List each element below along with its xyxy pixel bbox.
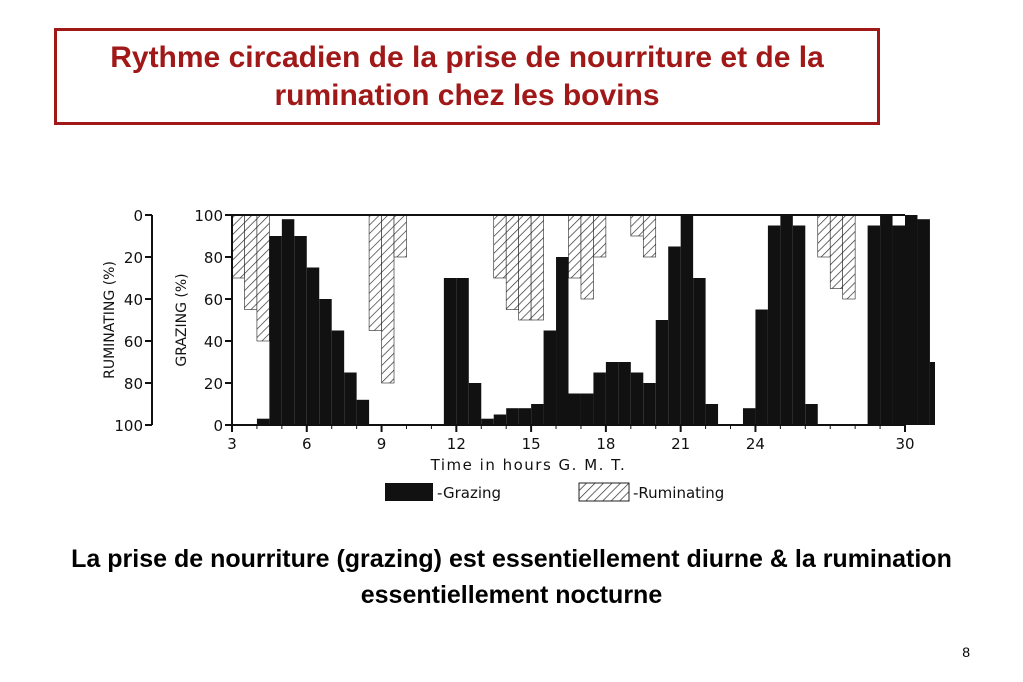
page-number: 8 — [962, 644, 970, 660]
legend-grazing-label: -Grazing — [437, 484, 502, 502]
ruminating-bar — [843, 215, 855, 299]
ruminating-bar — [631, 215, 643, 236]
grazing-bar — [556, 257, 568, 425]
ruminating-bar — [494, 215, 506, 278]
grazing-tick-label: 80 — [203, 249, 223, 267]
grazing-bar — [706, 404, 718, 425]
x-tick-label: 12 — [446, 435, 466, 453]
legend-grazing-swatch — [385, 483, 433, 501]
legend-ruminating-label: -Ruminating — [633, 484, 725, 502]
x-tick-label: 9 — [376, 435, 387, 453]
ruminating-tick-label: 60 — [123, 333, 143, 351]
caption: La prise de nourriture (grazing) est essentiellement diurne & la rumination essentiellement nocturne — [71, 545, 952, 609]
grazing-bar — [506, 408, 518, 425]
ruminating-bar — [531, 215, 543, 320]
grazing-bar — [905, 215, 917, 425]
grazing-bar — [344, 373, 356, 426]
ruminating-tick-label: 0 — [133, 207, 143, 225]
ruminating-bar — [394, 215, 406, 257]
grazing-bar — [780, 215, 792, 425]
legend-ruminating-swatch — [579, 483, 629, 501]
grazing-bar — [494, 415, 506, 426]
grazing-bar — [269, 236, 281, 425]
grazing-tick-label: 60 — [203, 291, 223, 309]
ruminating-tick-label: 40 — [123, 291, 143, 309]
grazing-bar — [917, 219, 929, 425]
grazing-bar — [618, 362, 630, 425]
grazing-bar — [643, 383, 655, 425]
grazing-bar — [668, 247, 680, 426]
ruminating-bar — [830, 215, 842, 289]
ruminating-bar — [643, 215, 655, 257]
x-tick-label: 21 — [671, 435, 691, 453]
ruminating-bar — [519, 215, 531, 320]
grazing-bar — [768, 226, 780, 426]
grazing-bar — [307, 268, 319, 426]
title-box — [54, 28, 880, 125]
slide-title: Rythme circadien de la prise de nourriture et de la rumination chez les bovins — [110, 40, 824, 112]
x-tick-label: 6 — [302, 435, 312, 453]
grazing-bar — [880, 215, 892, 425]
grazing-bar — [681, 215, 693, 425]
grazing-bar — [930, 362, 935, 425]
ruminating-bar — [244, 215, 256, 310]
grazing-bar — [357, 400, 369, 425]
x-tick-label: 30 — [895, 435, 915, 453]
grazing-bar — [755, 310, 767, 426]
grazing-bar — [693, 278, 705, 425]
x-axis-title: Time in hours G. M. T. — [430, 456, 627, 474]
grazing-bar — [319, 299, 331, 425]
ruminating-bar — [257, 215, 269, 341]
grazing-bar — [868, 226, 880, 426]
grazing-ruminating-chart — [95, 185, 935, 515]
x-tick-label: 24 — [745, 435, 765, 453]
grazing-bar — [631, 373, 643, 426]
grazing-bar — [656, 320, 668, 425]
ruminating-bar — [232, 215, 244, 278]
grazing-bar — [469, 383, 481, 425]
grazing-bar — [282, 219, 294, 425]
grazing-tick-label: 0 — [213, 417, 223, 435]
grazing-bar — [793, 226, 805, 426]
x-tick-label: 15 — [521, 435, 541, 453]
ruminating-bar — [569, 215, 581, 278]
ruminating-bar — [506, 215, 518, 310]
grazing-tick-label: 100 — [194, 207, 223, 225]
plot-area — [232, 215, 935, 425]
grazing-tick-label: 20 — [203, 375, 223, 393]
ruminating-tick-label: 80 — [123, 375, 143, 393]
grazing-bar — [581, 394, 593, 426]
grazing-axis-title: GRAZING (%) — [174, 273, 190, 367]
grazing-bar — [294, 236, 306, 425]
ruminating-tick-label: 20 — [123, 249, 143, 267]
ruminating-bar — [581, 215, 593, 299]
grazing-bar — [456, 278, 468, 425]
grazing-bar — [805, 404, 817, 425]
grazing-bar — [332, 331, 344, 426]
grazing-bar — [606, 362, 618, 425]
grazing-bar — [743, 408, 755, 425]
ruminating-bar — [593, 215, 605, 257]
legend — [385, 483, 724, 502]
grazing-bar — [569, 394, 581, 426]
ruminating-tick-label: 100 — [114, 417, 143, 435]
grazing-tick-label: 40 — [203, 333, 223, 351]
ruminating-bar — [382, 215, 394, 383]
ruminating-axis-title: RUMINATING (%) — [102, 261, 118, 379]
x-tick-label: 3 — [227, 435, 237, 453]
x-tick-label: 18 — [596, 435, 616, 453]
grazing-bar — [593, 373, 605, 426]
grazing-bar — [531, 404, 543, 425]
grazing-bar — [544, 331, 556, 426]
ruminating-bar — [818, 215, 830, 257]
grazing-bar — [893, 226, 905, 426]
grazing-bar — [444, 278, 456, 425]
grazing-bar — [519, 408, 531, 425]
ruminating-bar — [369, 215, 381, 331]
